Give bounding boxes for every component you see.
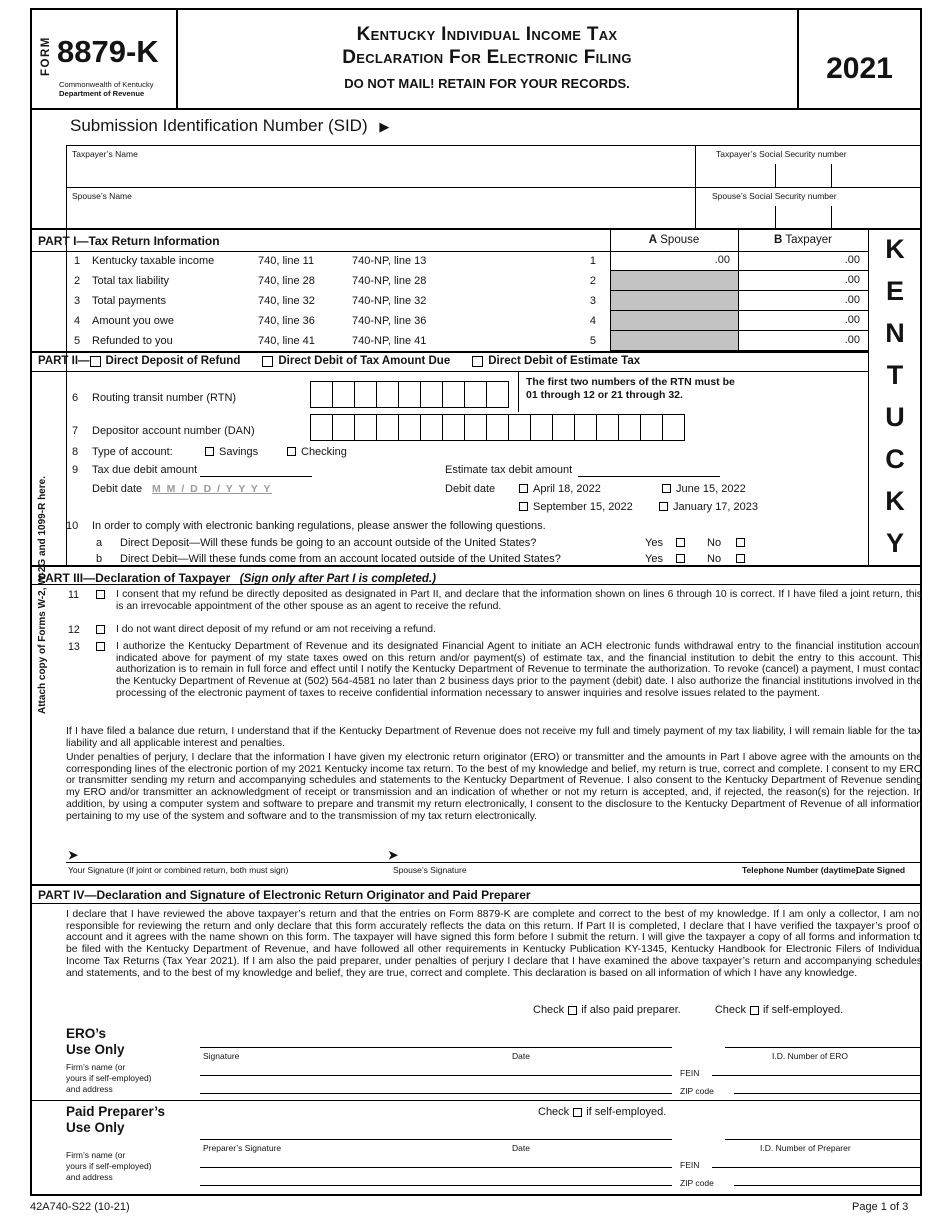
- form-number: 8879-K: [57, 34, 159, 69]
- preparer-use-only-title-2: Use Only: [66, 1120, 125, 1135]
- kentucky-letter: Y: [885, 528, 904, 559]
- amount-spouse-cell: [610, 311, 738, 331]
- amount-spouse-cell[interactable]: .00: [610, 251, 738, 271]
- ero-declaration-paragraph: I declare that I have reviewed the above taxpayer’s return and that the entries on Form 8879-K are complete and correct to the best of my knowledge. If I am only a collector, I am not responsible for reviewing the return and only declare that this form accurately reflects the data on this return. If Part II is completed, I declare that I have verified the taxpayer’s proof of account and it agrees with the name shown on this form. The taxpayer will have signed this form before I submit the return. I will give the taxpayer a copy of all forms and information to be filed with the Kentucky Department of Revenue, and have followed all other requirements in Kentucky Publication KY-1345, Kentucky Handbook for Electronic Filers of Individual Income Tax Returns (Tax Year 2021). If I am also the paid preparer, under penalties of perjury I declare that I have examined the above taxpayer’s return and accompanying schedules and statements, and to the best of my knowledge and belief, they are true, correct and complete. This declaration is based on all information of which I have any knowledge.: [66, 909, 922, 979]
- col-b-letter: B: [774, 234, 783, 246]
- item-number: 11: [68, 589, 79, 601]
- debit-date-june-checkbox[interactable]: [662, 484, 671, 493]
- rtn-box-cell[interactable]: [354, 381, 377, 408]
- amount-taxpayer-cell[interactable]: .00: [738, 271, 868, 291]
- item-number: 13: [68, 641, 80, 653]
- preparer-date-label: Date: [512, 1143, 530, 1153]
- part3-header: [38, 569, 436, 587]
- row-number: 3: [74, 295, 81, 307]
- check-word: Check: [714, 1004, 747, 1016]
- title-line-2: Declaration For Electronic Filing: [342, 47, 632, 68]
- ero-address-line[interactable]: [200, 1093, 672, 1094]
- item13-checkbox[interactable]: [96, 642, 105, 651]
- spouse-name-field[interactable]: [68, 202, 692, 226]
- also-paid-preparer-label: if also paid preparer.: [581, 1004, 681, 1016]
- dan-box-cell[interactable]: [486, 414, 509, 441]
- line10a-text: Direct Deposit—Will these funds be going to an account outside of the United States?: [120, 537, 537, 549]
- ero-fein-label: FEIN: [680, 1068, 700, 1078]
- kentucky-letter: K: [885, 233, 905, 264]
- taxpayer-ssn-field[interactable]: [698, 162, 920, 186]
- dan-box-cell[interactable]: [574, 414, 597, 441]
- row-ref-740np: 740-NP, line 32: [352, 295, 427, 307]
- amount-spouse-cell: [610, 331, 738, 351]
- declaration-item: [66, 641, 922, 700]
- row-label: Refunded to you: [92, 335, 173, 347]
- preparer-self-employed-label: if self-employed.: [586, 1106, 667, 1118]
- row-line-number: 5: [589, 335, 596, 347]
- taxpayer-name-field[interactable]: [68, 160, 692, 185]
- telephone-label: Telephone Number (daytime): [742, 865, 859, 875]
- part1-row: [66, 331, 868, 351]
- account-type-label: Type of account:: [92, 446, 173, 458]
- footer-form-code: 42A740-S22 (10-21): [30, 1201, 130, 1213]
- direct-deposit-refund-checkbox[interactable]: [90, 356, 101, 367]
- col-a-letter: A: [648, 234, 658, 246]
- dan-label: Depositor account number (DAN): [92, 425, 255, 437]
- kentucky-letter: T: [886, 359, 904, 390]
- rtn-box-cell[interactable]: [486, 381, 509, 408]
- amount-spouse-cell: [610, 271, 738, 291]
- signature-arrow-icon: ➤: [388, 848, 399, 862]
- dan-box-cell[interactable]: [310, 414, 333, 441]
- rtn-box-cell[interactable]: [420, 381, 443, 408]
- amount-spouse-cell: [610, 291, 738, 311]
- sid-label: Submission Identification Number (SID): [70, 116, 368, 135]
- preparer-use-only-title-1: Paid Preparer’s: [66, 1104, 166, 1119]
- row-label: Total payments: [92, 295, 166, 307]
- row-ref-740np: 740-NP, line 36: [352, 315, 427, 327]
- tax-due-debit-label: Tax due debit amount: [92, 464, 198, 476]
- debit-date-april-label: April 18, 2022: [533, 483, 601, 495]
- dan-box-cell[interactable]: [618, 414, 641, 441]
- line10a-yes-checkbox[interactable]: [676, 538, 685, 547]
- date-signed-label: Date Signed: [856, 865, 906, 875]
- row-number: 2: [74, 275, 81, 287]
- part1-row: [66, 271, 868, 291]
- preparer-address-line[interactable]: [200, 1185, 672, 1186]
- item12-checkbox[interactable]: [96, 625, 105, 634]
- ero-firm-label-2: yours if self-employed): [66, 1073, 152, 1083]
- divider-line: [30, 884, 922, 886]
- line10b-no-checkbox[interactable]: [736, 554, 745, 563]
- row-line-number: 1: [589, 255, 596, 267]
- row-label: Amount you owe: [92, 315, 174, 327]
- row-number: 1: [74, 255, 81, 267]
- line9-number: 9: [72, 464, 79, 476]
- preparer-firm-label-1: Firm’s name (or: [66, 1150, 126, 1160]
- perjury-paragraph: Under penalties of perjury, I declare that the information I have given my electronic return originator (ERO) or transmitter and the amounts in Part I above agree with the amounts on the corresponding lines of the electronic portion of my 2021 Kentucky income tax return. To the best of my knowledge and belief, my return is true, correct and complete. I consent to my ERO or transmitter sending my return and accompanying schedules and statements to the Kentucky Department of Revenue. I also consent to the Kentucky Department of Revenue sending my ERO and/or transmitter an acknowledgment of receipt or transmission and an indication of whether or not my return is accepted, and, if rejected, the reason(s) for the rejection. In addition, by using a computer system and software to prepare and transmit my return electronically, I consent to the disclosure to the Kentucky Department of Revenue of all information pertaining to my use of the system and software and to the transmission of my tax return electronically.: [66, 752, 922, 822]
- row-ref-740: 740, line 28: [258, 275, 315, 287]
- option-direct-debit-estimate: Direct Debit of Estimate Tax: [488, 355, 641, 367]
- footer-page-number: Page 1 of 3: [852, 1201, 909, 1213]
- sid-row: [70, 116, 389, 136]
- dan-box-cell[interactable]: [442, 414, 465, 441]
- part2-header: [38, 355, 640, 367]
- preparer-firm-label-2: yours if self-employed): [66, 1161, 152, 1171]
- divider-line: [66, 187, 922, 188]
- ero-use-only-title-1: ERO’s: [66, 1026, 107, 1041]
- line10b-yes-label: Yes: [645, 553, 663, 565]
- kentucky-letter: C: [885, 444, 905, 475]
- also-paid-preparer-checkbox[interactable]: [568, 1006, 577, 1015]
- preparer-firm-name-line[interactable]: [200, 1167, 672, 1168]
- option-direct-debit-tax: Direct Debit of Tax Amount Due: [278, 355, 451, 367]
- line8-number: 8: [72, 446, 79, 458]
- rtn-box-cell[interactable]: [398, 381, 421, 408]
- dan-input-boxes: [310, 414, 685, 441]
- part1-col-a-header: [610, 234, 738, 246]
- dan-box-cell[interactable]: [640, 414, 663, 441]
- row-line-number: 3: [589, 295, 596, 307]
- kentucky-letter: K: [885, 486, 905, 517]
- line10a-letter: a: [96, 537, 103, 549]
- divider-line: [30, 108, 922, 110]
- line10-text: In order to comply with electronic banking regulations, please answer the following questions.: [92, 520, 546, 532]
- dan-box-cell[interactable]: [420, 414, 443, 441]
- debit-date-september-checkbox[interactable]: [519, 502, 528, 511]
- rtn-box-cell[interactable]: [310, 381, 333, 408]
- direct-debit-estimate-checkbox[interactable]: [472, 356, 483, 367]
- dan-box-cell[interactable]: [662, 414, 685, 441]
- row-ref-740: 740, line 11: [258, 255, 315, 267]
- rtn-label: Routing transit number (RTN): [92, 392, 237, 404]
- ero-signature-line[interactable]: [200, 1047, 672, 1048]
- rtn-box-cell[interactable]: [442, 381, 465, 408]
- divider-line: [66, 145, 922, 146]
- debit-date-placeholder[interactable]: M M / D D / Y Y Y Y: [152, 483, 272, 495]
- divider-line: [30, 903, 922, 904]
- row-label: Kentucky taxable income: [92, 255, 215, 267]
- item-number: 12: [68, 624, 80, 636]
- line10-number: 10: [66, 520, 79, 532]
- debit-date-label-2: Debit date: [445, 483, 496, 495]
- savings-checkbox[interactable]: [205, 447, 214, 456]
- debit-date-label: Debit date: [92, 483, 143, 495]
- divider-line: [30, 228, 922, 230]
- ero-self-employed-label: if self-employed.: [763, 1004, 844, 1016]
- dan-box-cell[interactable]: [354, 414, 377, 441]
- ero-firm-label-3: and address: [66, 1084, 113, 1094]
- ero-zip-label: ZIP code: [680, 1086, 714, 1096]
- dan-box-cell[interactable]: [596, 414, 619, 441]
- ero-zip-line[interactable]: [734, 1093, 920, 1094]
- line10a-yes-label: Yes: [645, 537, 663, 549]
- line6-number: 6: [72, 392, 79, 404]
- row-line-number: 4: [589, 315, 596, 327]
- spouse-signature-label: Spouse’s Signature: [393, 865, 467, 875]
- spouse-ssn-field[interactable]: [698, 204, 920, 227]
- dan-box-cell[interactable]: [464, 414, 487, 441]
- taxpayer-name-label: Taxpayer’s Name: [72, 149, 138, 159]
- agency-line-1: Commonwealth of Kentucky: [59, 80, 154, 89]
- part1-row: [66, 311, 868, 331]
- part1-row: [66, 251, 868, 271]
- ero-id-line[interactable]: [725, 1047, 920, 1048]
- taxpayer-ssn-label: Taxpayer’s Social Security number: [716, 149, 847, 159]
- checking-checkbox[interactable]: [287, 447, 296, 456]
- part1-row: [66, 291, 868, 311]
- balance-due-paragraph: If I have filed a balance due return, I understand that if the Kentucky Department of Revenue does not receive my full and timely payment of my tax liability, I will remain liable for the tax liability and all applicable interest and penalties.: [66, 726, 922, 749]
- debit-date-january-checkbox[interactable]: [659, 502, 668, 511]
- ero-id-label: I.D. Number of ERO: [772, 1051, 849, 1061]
- rtn-box-cell[interactable]: [376, 381, 399, 408]
- part2-title: PART II—: [38, 355, 90, 367]
- ero-use-only-title-2: Use Only: [66, 1042, 125, 1057]
- tax-due-amount-field[interactable]: [200, 476, 312, 477]
- part3-title: PART III—Declaration of Taxpayer: [38, 571, 231, 585]
- line10a-no-label: No: [707, 537, 722, 549]
- kentucky-letter: U: [885, 402, 905, 433]
- row-ref-740: 740, line 32: [258, 295, 315, 307]
- preparer-zip-line[interactable]: [734, 1185, 920, 1186]
- debit-date-january-label: January 17, 2023: [673, 501, 759, 513]
- estimate-debit-label: Estimate tax debit amount: [445, 464, 573, 476]
- part4-check-line: [533, 1004, 843, 1016]
- item-text: I authorize the Kentucky Department of Revenue and its designated Financial Agent to initiate an ACH electronic funds withdrawal entry to the financial institution account indicated above for payment of my state taxes owed on this return and/or payment(s) of estimate tax, and the financial institution to debit the entry to this account. This authorization is to remain in full force and effect until I notify the Kentucky Department of Revenue to terminate the authorization. To revoke (cancel) a payment, I must contact the Kentucky Department of Revenue at (502) 564-4581 no later than 2 business days prior to the payment (debit) date. I also authorize the financial institutions involved in the processing of the electronic payment of taxes to receive confidential information necessary to answer inquiries and resolve issues related to the payment.: [116, 641, 922, 699]
- part3-note: (Sign only after Part I is completed.): [239, 573, 436, 585]
- form-title: [178, 24, 796, 91]
- kentucky-letter: N: [885, 317, 905, 348]
- rtn-input-boxes: [310, 381, 509, 408]
- attach-forms-note: Attach copy of Forms W-2, W-2G and 1099-R here.: [37, 476, 48, 714]
- tax-year: 2021: [826, 52, 893, 85]
- part1-title: PART I—Tax Return Information: [38, 234, 220, 248]
- spouse-name-label: Spouse’s Name: [72, 191, 132, 201]
- kentucky-vertical-text: [868, 228, 921, 565]
- amount-taxpayer-cell[interactable]: .00: [738, 311, 868, 331]
- preparer-zip-label: ZIP code: [680, 1178, 714, 1188]
- line10b-text: Direct Debit—Will these funds come from an account located outside of the United States?: [120, 553, 561, 565]
- signature-arrow-icon: ➤: [68, 848, 79, 862]
- row-line-number: 2: [589, 275, 596, 287]
- ero-self-employed-checkbox[interactable]: [750, 1006, 759, 1015]
- divider-line: [30, 565, 922, 567]
- declaration-item: [66, 589, 922, 612]
- rtn-note-line-1: The first two numbers of the RTN must be: [526, 376, 735, 388]
- rtn-note-line-2: 01 through 12 or 21 through 32.: [526, 389, 683, 401]
- dan-box-cell[interactable]: [552, 414, 575, 441]
- kentucky-letter: E: [885, 275, 904, 306]
- part4-title: PART IV—Declaration and Signature of Electronic Return Originator and Paid Preparer: [38, 888, 531, 902]
- ero-firm-name-line[interactable]: [200, 1075, 672, 1076]
- your-signature-label: Your Signature (If joint or combined return, both must sign): [68, 865, 289, 875]
- preparer-fein-line[interactable]: [712, 1167, 920, 1168]
- sid-pointer-icon: ▶: [379, 119, 390, 134]
- rtn-box-cell[interactable]: [332, 381, 355, 408]
- part1-col-b-header: [738, 234, 868, 246]
- form-word: FORM: [40, 36, 52, 76]
- preparer-id-label: I.D. Number of Preparer: [760, 1143, 851, 1153]
- divider-line: [518, 372, 519, 412]
- row-ref-740: 740, line 41: [258, 335, 315, 347]
- preparer-id-line[interactable]: [725, 1139, 920, 1140]
- line10b-no-label: No: [707, 553, 722, 565]
- direct-debit-tax-checkbox[interactable]: [262, 356, 273, 367]
- row-ref-740: 740, line 36: [258, 315, 315, 327]
- preparer-firm-label-3: and address: [66, 1172, 113, 1182]
- agency-line-2: Department of Revenue: [59, 89, 145, 98]
- divider-line: [30, 371, 868, 372]
- checking-label: Checking: [301, 446, 347, 458]
- title-line-3: DO NOT MAIL! RETAIN FOR YOUR RECORDS.: [344, 76, 630, 91]
- preparer-check-line: [538, 1106, 666, 1118]
- taxpayer-signature-line[interactable]: [66, 862, 922, 863]
- line10b-letter: b: [96, 553, 103, 565]
- preparer-fein-label: FEIN: [680, 1160, 700, 1170]
- row-number: 5: [74, 335, 81, 347]
- sid-field[interactable]: [480, 112, 918, 142]
- debit-date-june-label: June 15, 2022: [676, 483, 746, 495]
- dan-box-cell[interactable]: [332, 414, 355, 441]
- check-word: Check: [538, 1106, 570, 1118]
- debit-date-september-label: September 15, 2022: [533, 501, 633, 513]
- preparer-self-employed-checkbox[interactable]: [573, 1108, 582, 1117]
- row-label: Total tax liability: [92, 275, 170, 287]
- row-number: 4: [74, 315, 81, 327]
- dan-box-cell[interactable]: [530, 414, 553, 441]
- divider-line: [30, 1100, 922, 1101]
- item11-checkbox[interactable]: [96, 590, 105, 599]
- line7-number: 7: [72, 425, 79, 437]
- divider-line: [695, 145, 696, 228]
- ero-signature-label: Signature: [203, 1051, 240, 1061]
- col-b-text: Taxpayer: [785, 234, 832, 246]
- amount-taxpayer-cell[interactable]: .00: [738, 251, 868, 271]
- row-ref-740np: 740-NP, line 28: [352, 275, 427, 287]
- dan-box-cell[interactable]: [376, 414, 399, 441]
- line10a-no-checkbox[interactable]: [736, 538, 745, 547]
- rtn-box-cell[interactable]: [464, 381, 487, 408]
- estimate-amount-field[interactable]: [578, 476, 720, 477]
- row-ref-740np: 740-NP, line 41: [352, 335, 427, 347]
- debit-date-april-checkbox[interactable]: [519, 484, 528, 493]
- ero-fein-line[interactable]: [712, 1075, 920, 1076]
- item-text: I do not want direct deposit of my refund or am not receiving a refund.: [116, 624, 436, 635]
- row-ref-740np: 740-NP, line 13: [352, 255, 427, 267]
- line10b-yes-checkbox[interactable]: [676, 554, 685, 563]
- ero-date-label: Date: [512, 1051, 530, 1061]
- preparer-signature-label: Preparer’s Signature: [203, 1143, 282, 1153]
- divider-line: [30, 351, 868, 353]
- amount-taxpayer-cell[interactable]: .00: [738, 331, 868, 351]
- savings-label: Savings: [219, 446, 259, 458]
- item-text: I consent that my refund be directly deposited as designated in Part II, and declare that the information shown on lines 6 through 10 is correct. If I have filed a joint return, this is an irrevocable appointment of the other spouse as an agent to receive the refund.: [116, 589, 922, 612]
- ero-firm-label-1: Firm’s name (or: [66, 1062, 126, 1072]
- spouse-ssn-label: Spouse’s Social Security number: [712, 191, 837, 201]
- col-a-text: Spouse: [660, 234, 700, 246]
- dan-box-cell[interactable]: [508, 414, 531, 441]
- declaration-item: [66, 624, 922, 636]
- option-direct-deposit: Direct Deposit of Refund: [105, 355, 241, 367]
- preparer-signature-line[interactable]: [200, 1139, 672, 1140]
- dan-box-cell[interactable]: [398, 414, 421, 441]
- check-word: Check: [533, 1004, 565, 1016]
- amount-taxpayer-cell[interactable]: .00: [738, 291, 868, 311]
- title-line-1: Kentucky Individual Income Tax: [356, 24, 618, 45]
